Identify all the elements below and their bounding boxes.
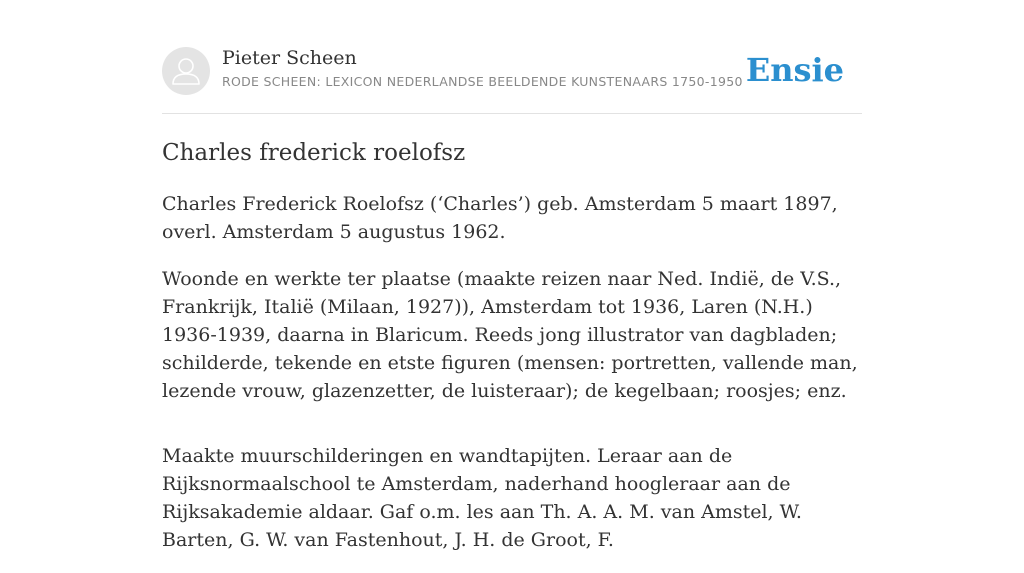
- article-body: [162, 190, 862, 573]
- author-name[interactable]: Pieter Scheen: [222, 47, 357, 69]
- divider: [162, 113, 862, 114]
- article-header: [162, 46, 862, 96]
- paragraph: Maakte muurschilderingen en wandtapijten. Leraar aan de Rijksnormaalschool te Amsterdam, naderhand hoogleraar aan de Rijksakademie aldaar. Gaf o.m. les aan Th. A. A. M. van Amstel, W. Barten, G. W. van Fastenhout, J. H. de Groot, F.: [162, 445, 802, 551]
- paragraph: Woonde en werkte ter plaatse (maakte reizen naar Ned. Indië, de V.S., Frankrijk, Italië (Milaan, 1927)), Amsterdam tot 1936, Laren (N.H.) 1936-1939, daarna in Blaricum. Reeds jong illustrator van dagbladen; schilderde, tekende en etste figuren (mensen: portretten, vallende man, lezende vrouw, glazenzetter, de luisteraar); de kegelbaan; roosjes; enz.: [162, 268, 858, 402]
- paragraph: Charles Frederick Roelofsz (‘Charles’) geb. Amsterdam 5 maart 1897, overl. Amsterdam 5 augustus 1962.: [162, 193, 838, 243]
- source-title[interactable]: RODE SCHEEN: LEXICON NEDERLANDSE BEELDENDE KUNSTENAARS 1750-1950: [222, 74, 743, 89]
- brand-logo[interactable]: Ensie: [745, 51, 844, 89]
- avatar[interactable]: [162, 47, 210, 95]
- article-title: Charles frederick roelofsz: [162, 140, 466, 166]
- user-icon: [162, 47, 210, 95]
